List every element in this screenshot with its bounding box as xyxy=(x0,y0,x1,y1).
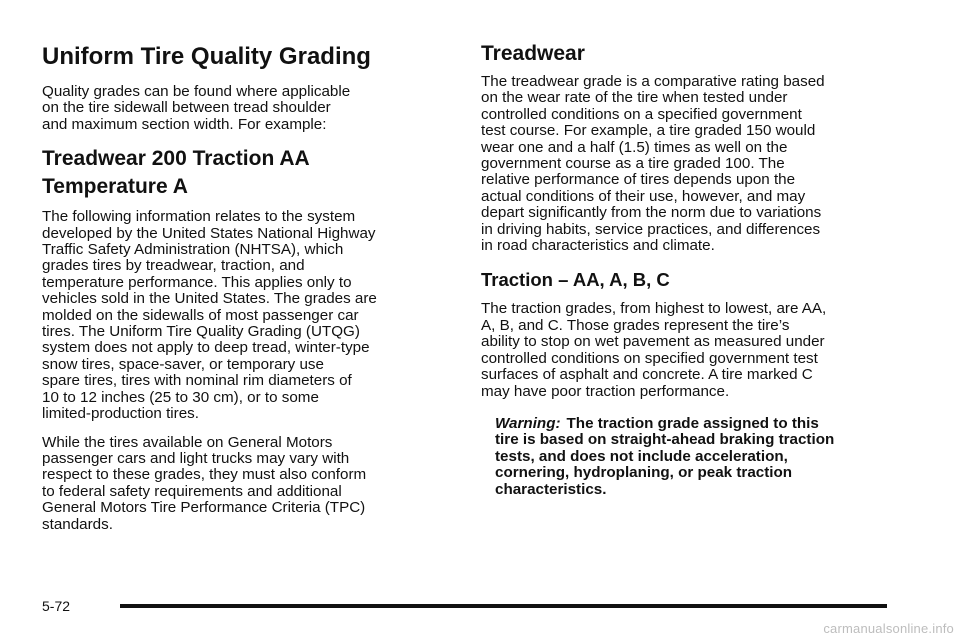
intro-paragraph: Quality grades can be found where applicable on the tire sidewall between tread shoulder and maximum section width. For example: xyxy=(42,83,351,133)
footer-rule xyxy=(120,604,887,608)
section-title: Uniform Tire Quality Grading xyxy=(42,43,371,70)
example-heading: Treadwear 200 Traction AA Temperature A xyxy=(42,147,310,199)
left-column xyxy=(42,40,452,545)
gm-paragraph: While the tires available on General Motors passenger cars and light trucks may vary with respect to these grades, they must also conform to federal safety requirements and additional General Motors Tire Performance Criteria (TPC) standards. xyxy=(42,433,367,533)
watermark: carmanualsonline.info xyxy=(823,621,954,636)
page-number: 5-72 xyxy=(42,598,71,614)
warning-text: The traction grade assigned to this tire is based on straight-ahead braking traction tests, and does not include acceleration, cornering, hydroplaning, or peak traction characteristics. xyxy=(495,414,835,498)
traction-heading: Traction – AA, A, B, C xyxy=(481,269,670,291)
traction-paragraph: The traction grades, from highest to lowest, are AA, A, B, and C. Those grades represent the tire’s ability to stop on wet pavement as measured under controlled conditions on specified government test surfaces of asphalt and concrete. A tire marked C may have poor traction performance. xyxy=(481,300,827,400)
warning-label: Warning: xyxy=(495,414,561,432)
treadwear-heading: Treadwear xyxy=(481,42,585,65)
right-column xyxy=(481,40,891,510)
treadwear-paragraph: The treadwear grade is a comparative rating based on the wear rate of the tire when tested under controlled conditions on a specified government test course. For example, a tire graded 150 would wear one and a half (1.5) times as well on the government course as a tire graded 100. The relative performance of tires depends upon the actual conditions of their use, however, and may depart significantly from the norm due to variations in driving habits, service practices, and differences in road characteristics and climate. xyxy=(481,73,825,255)
warning-block xyxy=(495,416,891,498)
page-footer xyxy=(42,596,887,616)
utqg-paragraph: The following information relates to the system developed by the United States National Highway Traffic Safety Administration (NHTSA), which grades tires by treadwear, traction, and temperature performance. This applies only to vehicles sold in the United States. The grades are molded on the sidewalls of most passenger car tires. The Uniform Tire Quality Grading (UTQG) system does not apply to deep tread, winter-type snow tires, space-saver, or temporary use spare tires, tires with nominal rim diameters of 10 to 12 inches (25 to 30 cm), or to some limited-production tires. xyxy=(42,208,377,423)
